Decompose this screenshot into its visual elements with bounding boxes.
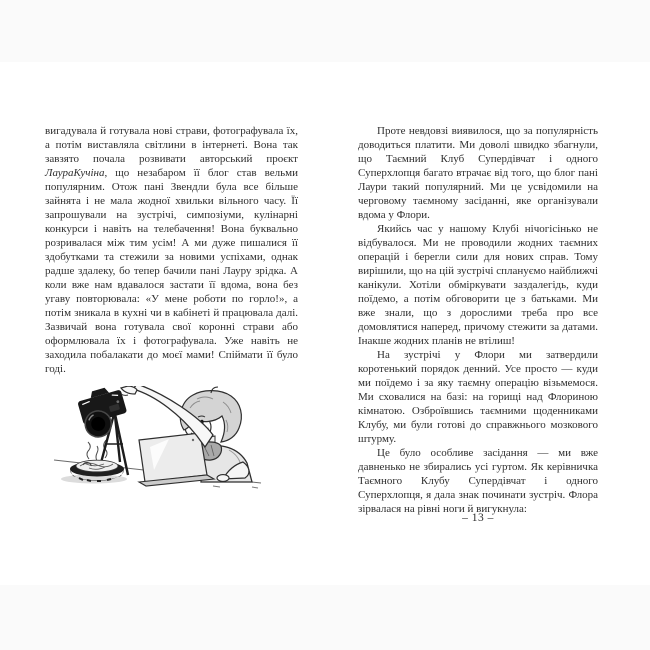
book-spread — [0, 62, 650, 585]
paragraph: Це було особливе засідання — ми вже давненько не збирались усі гуртом. Як керівничка Таємного Клубу Супердівчат і одного Суперхлопця, я дала знак починати зустріч. Флора зірвалася на рівні ноги й вигукнула: — [358, 447, 598, 515]
paragraph-text: вигадувала й готувала нові страви, фотографувала їх, а потім виставляла світлини в інтернеті. Вона так завзято почала розвивати авторський проєкт — [45, 125, 298, 165]
blog-title-italic: ЛаураКучіна — [45, 167, 105, 179]
camera — [76, 386, 132, 440]
left-page-paragraph — [45, 124, 298, 376]
left-page — [0, 62, 325, 585]
paragraph: Проте невдовзі виявилося, що за популярність доводиться платити. Ми доволі швидко збагнули, що Таємний Клуб Супердівчат і одного Суперхлопця багато втрачає від того, що блог пані Лаури такий популярний. Ми це усвідомили на черговому таємному засіданні, яке організували вдома у Флори. — [358, 125, 598, 221]
page-number: – 13 – — [462, 512, 494, 524]
paragraph: На зустрічі у Флори ми затвердили коротенький порядок денний. Усе просто — куди ми поїдемо і за яку таємну операцію візьмемося. Ми сховалися на базі: на горищі над Флориною кімнатою. Озброївшись таємними щоденниками Клубу, ми були готові до справжнього мозкового штурму. — [358, 349, 598, 445]
left-page-text — [45, 124, 298, 376]
paragraph: Якийсь час у нашому Клубі нічогісінько не відбувалося. Ми не проводили жодних таємних операцій і берегли сили для нових справ. Тому вирішили, що на цій зустрічі сплануємо найближчі канікули. Хотіли обміркувати заздалегідь, куди поїдемо, а потім обговорити це з батьками. Ми вже знали, що з дорослими треба про все домовлятися наперед, причому стежити за датами. Інакше жодних планів не втілиш! — [358, 223, 598, 347]
right-page — [325, 62, 650, 585]
illustration-girl-camera — [53, 386, 267, 502]
pointing-hand — [121, 386, 137, 394]
right-page-text — [358, 124, 598, 516]
paragraph-text: , що незабаром її блог став вельми популярним. Отож пані Звендли була все більше зайнята і не мала жодної хвильки вільного часу. Її запрошували на зустрічі, симпозіуми, кулінарні конкурси і навіть на телебачення! Вона буквально розривалася між тим усім! А ми дуже пишалися її здобутками та стежили за новими успіхами, однак радше здалеку, бо тепер бачили пані Лауру зрідка. А коли вже нам вдавалося застати її вдома, вона без угаву повторювала: «У мене роботи по горло!», а потім зникала в кухні чи в кабінеті й працювала далі. Зазвичай вона готувала свої коронні страви або оформлювала їх і фотографувала. Уже навіть не заходила побалакати до моєї мами! Спіймати її було годі. — [45, 167, 298, 375]
